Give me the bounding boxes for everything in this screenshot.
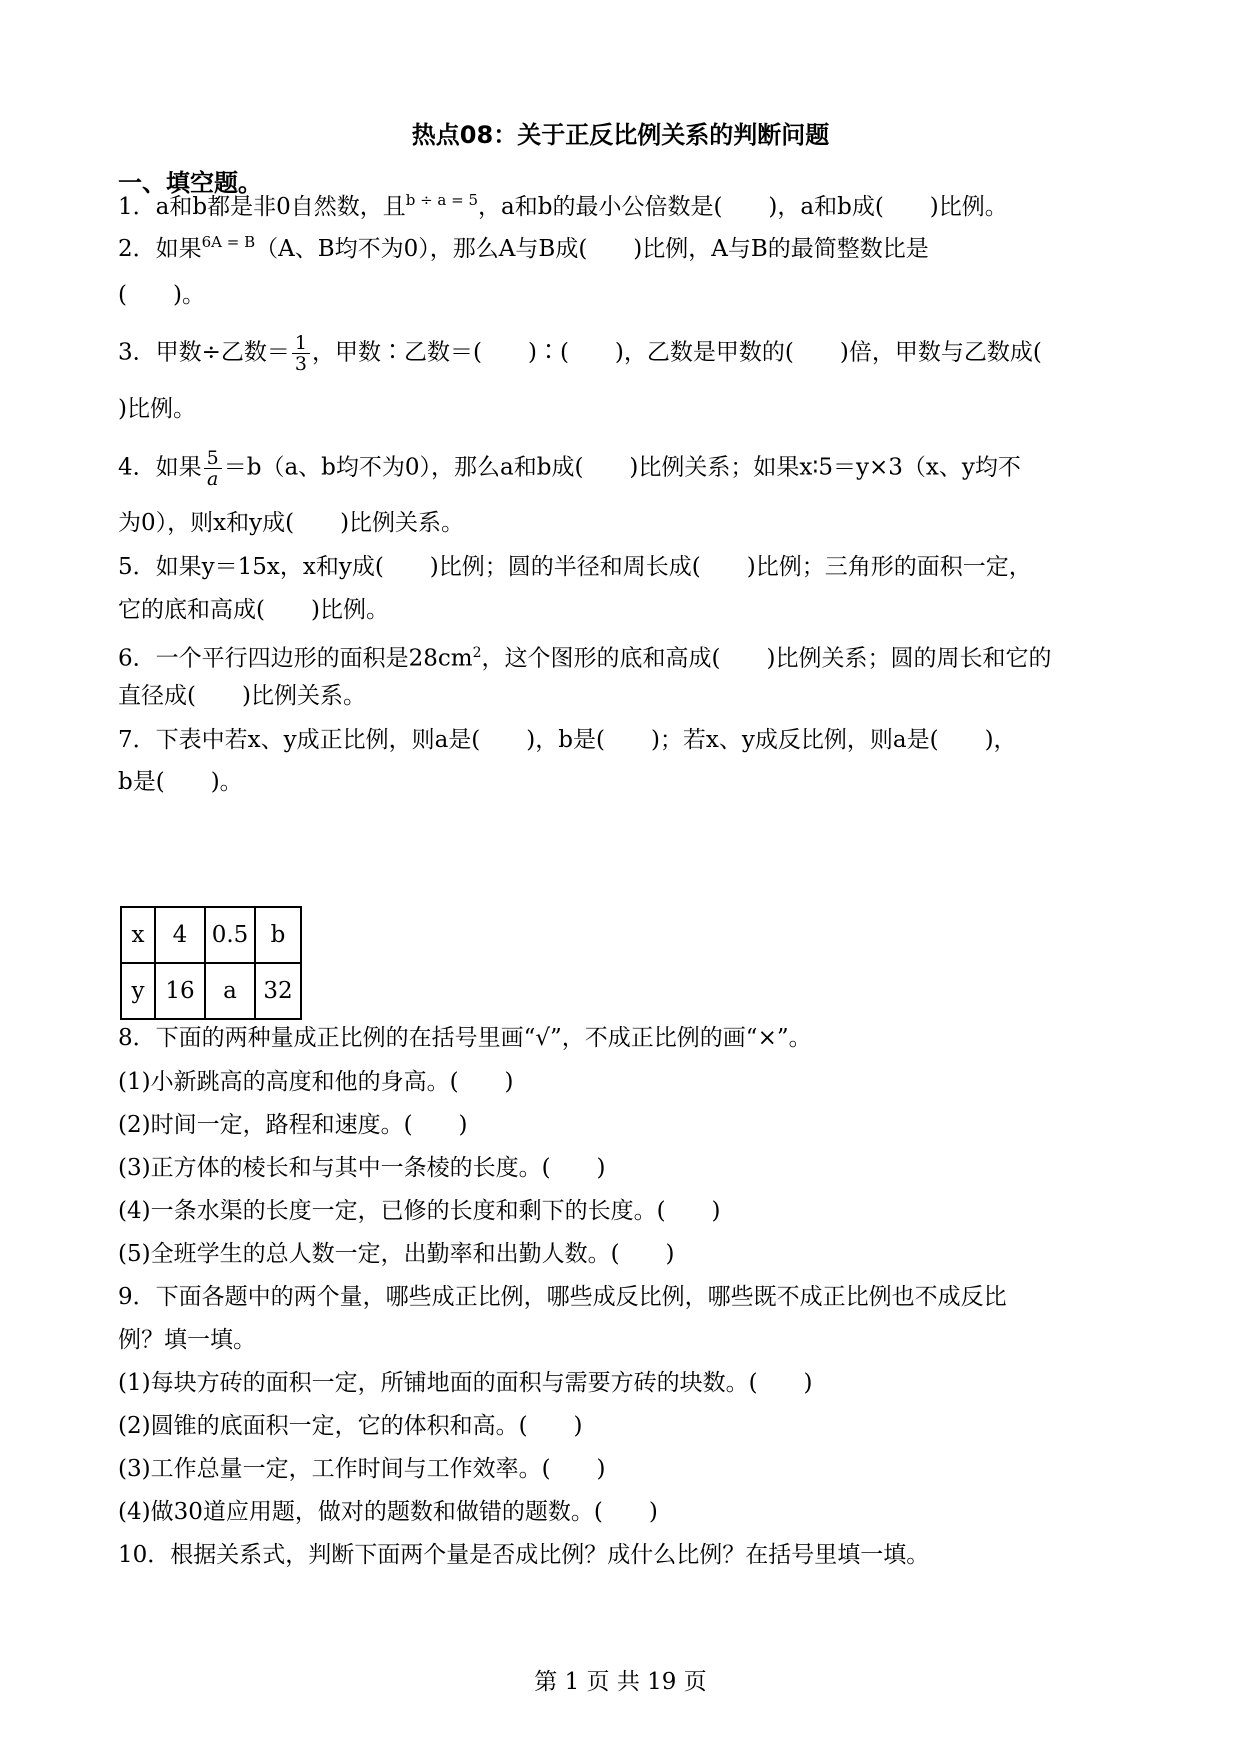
list-item: (4)做30道应用题，做对的题数和做错的题数。( ) — [118, 1499, 658, 1525]
question-3-line-2: )比例。 — [118, 396, 196, 422]
q2-formula: 6A = B — [201, 233, 256, 251]
list-item: (5)全班学生的总人数一定，出勤率和出勤人数。( ) — [118, 1241, 675, 1267]
q4-text-a: 4．如果 — [118, 454, 202, 481]
table-cell: 0.5 — [205, 907, 255, 963]
table-row-x — [121, 907, 301, 963]
q3-fraction-denominator: 3 — [294, 353, 307, 375]
question-3 — [118, 333, 1042, 374]
question-2-line-2: ( )。 — [118, 282, 205, 308]
table-cell: 16 — [155, 963, 205, 1019]
question-6-line-2: 直径成( )比例关系。 — [118, 683, 366, 709]
list-item: (2)圆锥的底面积一定，它的体积和高。( ) — [118, 1413, 583, 1439]
section-heading: 一、填空题。 — [118, 169, 262, 197]
page-title: 热点08：关于正反比例关系的判断问题 — [411, 121, 830, 149]
q3-fraction — [292, 333, 310, 374]
question-1 — [118, 191, 1008, 225]
q1-formula: b ÷ a = 5 — [405, 191, 479, 209]
table-cell: a — [205, 963, 255, 1019]
q4-fraction-numerator: 5 — [204, 448, 222, 469]
q6-text-b: ，这个图形的底和高成( )比例关系；圆的周长和它的 — [481, 645, 1052, 672]
q2-text-b: （A、B均不为0），那么A与B成( )比例，A与B的最简整数比是 — [255, 236, 929, 262]
q4-fraction — [204, 448, 222, 489]
question-10: 10．根据关系式，判断下面两个量是否成比例？成什么比例？在括号里填一填。 — [118, 1542, 930, 1568]
table-cell: x — [121, 907, 155, 963]
question-5-line-2: 它的底和高成( )比例。 — [118, 597, 389, 623]
q3-fraction-numerator: 1 — [292, 333, 310, 354]
table-cell: y — [121, 963, 155, 1019]
page-footer: 第 1 页 共 19 页 — [534, 1669, 707, 1695]
list-item: (4)一条水渠的长度一定，已修的长度和剩下的长度。( ) — [118, 1198, 721, 1224]
question-2 — [118, 233, 929, 267]
table-cell: 32 — [255, 963, 301, 1019]
q6-superscript: 2 — [472, 645, 482, 661]
question-7: 7．下表中若x、y成正比例，则a是( )，b是( )；若x、y成反比例，则a是( )， — [118, 727, 1017, 753]
list-item: (2)时间一定，路程和速度。( ) — [118, 1112, 468, 1138]
question-7-line-2: b是( )。 — [118, 769, 243, 795]
xy-table — [120, 906, 302, 1020]
q4-text-b: ＝b（a、b均不为0），那么a和b成( )比例关系；如果x∶5＝y×3（x、y均不 — [223, 454, 1021, 481]
question-5: 5．如果y＝15x，x和y成( )比例；圆的半径和周长成( )比例；三角形的面积一定， — [118, 554, 1032, 580]
table-cell: 4 — [155, 907, 205, 963]
q2-text-a: 2．如果 — [118, 236, 202, 262]
q1-text-a: 1．a和b都是非0自然数，且 — [118, 194, 406, 220]
q6-text-a: 6．一个平行四边形的面积是28cm — [118, 645, 473, 672]
list-item: (1)小新跳高的高度和他的身高。( ) — [118, 1069, 514, 1095]
question-4 — [118, 448, 1021, 489]
list-item: (3)工作总量一定，工作时间与工作效率。( ) — [118, 1456, 606, 1482]
table-row-y — [121, 963, 301, 1019]
table-cell: b — [255, 907, 301, 963]
q3-text-a: 3．甲数÷乙数＝ — [118, 339, 290, 366]
list-item: (3)正方体的棱长和与其中一条棱的长度。( ) — [118, 1155, 606, 1181]
q1-text-b: ，a和b的最小公倍数是( )，a和b成( )比例。 — [478, 194, 1008, 220]
question-9: 9．下面各题中的两个量，哪些成正比例，哪些成反比例，哪些既不成正比例也不成反比 — [118, 1284, 1007, 1310]
q3-text-b: ，甲数∶乙数＝( )∶( )，乙数是甲数的( )倍，甲数与乙数成( — [312, 339, 1042, 366]
question-6 — [118, 637, 1051, 675]
question-4-line-2: 为0），则x和y成( )比例关系。 — [118, 510, 465, 536]
question-8: 8．下面的两种量成正比例的在括号里画“√”，不成正比例的画“×”。 — [118, 1025, 812, 1051]
q4-fraction-denominator: a — [207, 468, 219, 490]
question-9-line-2: 例？填一填。 — [118, 1327, 256, 1353]
list-item: (1)每块方砖的面积一定，所铺地面的面积与需要方砖的块数。( ) — [118, 1370, 813, 1396]
